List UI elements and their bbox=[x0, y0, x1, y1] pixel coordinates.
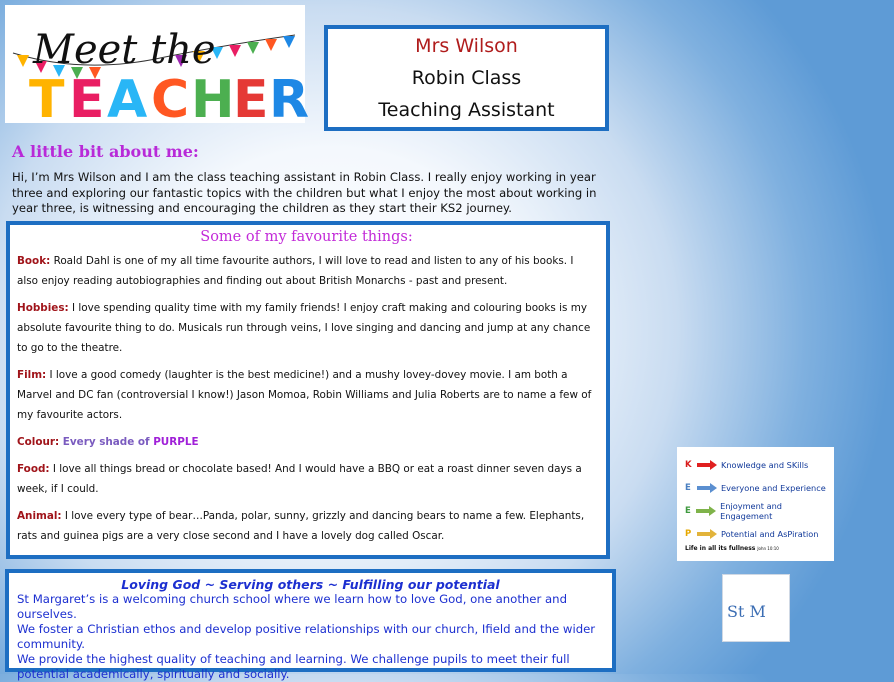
school-logo-text: St M bbox=[727, 602, 766, 621]
favourite-colour bbox=[17, 432, 596, 452]
keep-row bbox=[685, 476, 828, 499]
favourite-hobbies-label: Hobbies: bbox=[17, 302, 69, 314]
favourite-colour-label: Colour: bbox=[17, 436, 60, 448]
favourites-heading: Some of my favourite things: bbox=[200, 229, 413, 245]
favourite-hobbies-text: I love spending quality time with my family friends! I enjoy craft making and colouring books is my absolute favourite thing to do. Musicals run through veins, I love singing and dancing and jump at any chance to go to the theatre. bbox=[17, 302, 591, 354]
favourite-book bbox=[17, 251, 596, 291]
keep-text: Everyone and Experience bbox=[721, 482, 826, 493]
school-crest-icon bbox=[723, 575, 789, 641]
bunting-flag bbox=[283, 36, 295, 48]
favourite-colour-shade: Every shade of bbox=[59, 436, 154, 448]
favourites-panel bbox=[6, 221, 610, 559]
bunting-flag bbox=[247, 42, 259, 54]
favourite-animal bbox=[17, 506, 596, 546]
keep-letter: E bbox=[685, 482, 691, 493]
favourite-hobbies bbox=[17, 298, 596, 358]
bunting-flag bbox=[265, 39, 277, 51]
logo-line1: Meet the bbox=[33, 27, 216, 73]
logo-teacher-letter: E bbox=[69, 70, 105, 130]
favourite-book-label: Book: bbox=[17, 255, 51, 267]
vision-paragraph-1: St Margaret’s is a welcoming church school where we learn how to love God, one another and ourselves. bbox=[17, 592, 568, 621]
keep-text: Knowledge and SKills bbox=[721, 459, 809, 470]
favourite-food bbox=[17, 459, 596, 499]
teacher-name: Mrs Wilson bbox=[415, 35, 518, 57]
school-vision-box bbox=[5, 569, 616, 681]
keep-text: Enjoyment and Engagement bbox=[720, 500, 783, 521]
keep-text: Potential and AsPiration bbox=[721, 528, 819, 539]
keep-letter: P bbox=[685, 528, 692, 539]
keep-row bbox=[685, 522, 828, 545]
vision-paragraph-2: We foster a Christian ethos and develop positive relationships with our church, Ifield and the wider community. bbox=[17, 622, 596, 651]
keep-row bbox=[685, 499, 828, 522]
keep-footer bbox=[685, 545, 828, 552]
bunting-flag bbox=[229, 45, 241, 57]
class-name: Robin Class bbox=[411, 67, 522, 89]
about-text: Hi, I’m Mrs Wilson and I am the class teaching assistant in Robin Class. I really enjoy working in year three and exploring our fantastic topics with the children but what I enjoy the most about working in year three, is witnessing and encouraging the children as they start their KS2 journey. bbox=[12, 170, 597, 215]
logo-teacher-letter: E bbox=[233, 70, 269, 130]
logo-teacher-letter: T bbox=[29, 70, 65, 130]
arrow-right-icon bbox=[697, 460, 717, 470]
arrow-right-icon bbox=[697, 529, 717, 539]
favourite-film-text: I love a good comedy (laughter is the best medicine!) and a mushy lovey-dovey movie. I am both a Marvel and DC fan (controversial I know!) Jason Momoa, Robin Williams and Julia Roberts are to name a few of my favourite actors. bbox=[17, 369, 592, 421]
logo-graphic bbox=[5, 5, 310, 130]
keep-footer-ref: John 10:10 bbox=[757, 546, 779, 551]
logo-teacher-letter: A bbox=[107, 70, 148, 130]
favourite-colour-word: PURPLE bbox=[153, 436, 199, 448]
favourite-film-label: Film: bbox=[17, 369, 47, 381]
about-heading: A little bit about me: bbox=[12, 142, 199, 161]
favourite-food-text: I love all things bread or chocolate based! And I would have a BBQ or eat a roast dinner seven days a week, if I could. bbox=[17, 463, 582, 495]
keep-values-card bbox=[677, 447, 834, 561]
favourite-food-label: Food: bbox=[17, 463, 50, 475]
arrow-right-icon bbox=[697, 483, 717, 493]
school-logo bbox=[722, 574, 790, 642]
favourite-film bbox=[17, 365, 596, 425]
favourite-book-text: Roald Dahl is one of my all time favourite authors, I will love to read and listen to any of his books. I also enjoy reading autobiographies and finding out about British Monarchs - past and present. bbox=[17, 255, 574, 287]
keep-letter: K bbox=[685, 459, 692, 470]
meet-the-teacher-logo bbox=[5, 5, 310, 130]
teacher-role: Teaching Assistant bbox=[378, 99, 555, 121]
favourite-animal-text: I love every type of bear…Panda, polar, sunny, grizzly and dancing bears to name a few. Elephants, rats and guinea pigs are a very close second and I have a lovely dog called Oscar. bbox=[17, 510, 585, 542]
bunting-flag bbox=[17, 55, 29, 67]
logo-teacher-letter: C bbox=[151, 70, 190, 130]
school-motto: Loving God ~ Serving others ~ Fulfilling our potential bbox=[121, 577, 500, 592]
keep-footer-text: Life in all its fullness bbox=[685, 545, 756, 552]
arrow-right-icon bbox=[696, 506, 716, 516]
teacher-name-card bbox=[324, 25, 609, 131]
vision-paragraph-3: We provide the highest quality of teaching and learning. We challenge pupils to meet their full potential academically, spiritually and socially. bbox=[17, 652, 570, 681]
logo-teacher-letter: H bbox=[191, 70, 235, 130]
favourite-animal-label: Animal: bbox=[17, 510, 62, 522]
keep-row bbox=[685, 453, 828, 476]
keep-letter: E bbox=[685, 505, 691, 516]
logo-teacher-letter: R bbox=[269, 70, 310, 130]
